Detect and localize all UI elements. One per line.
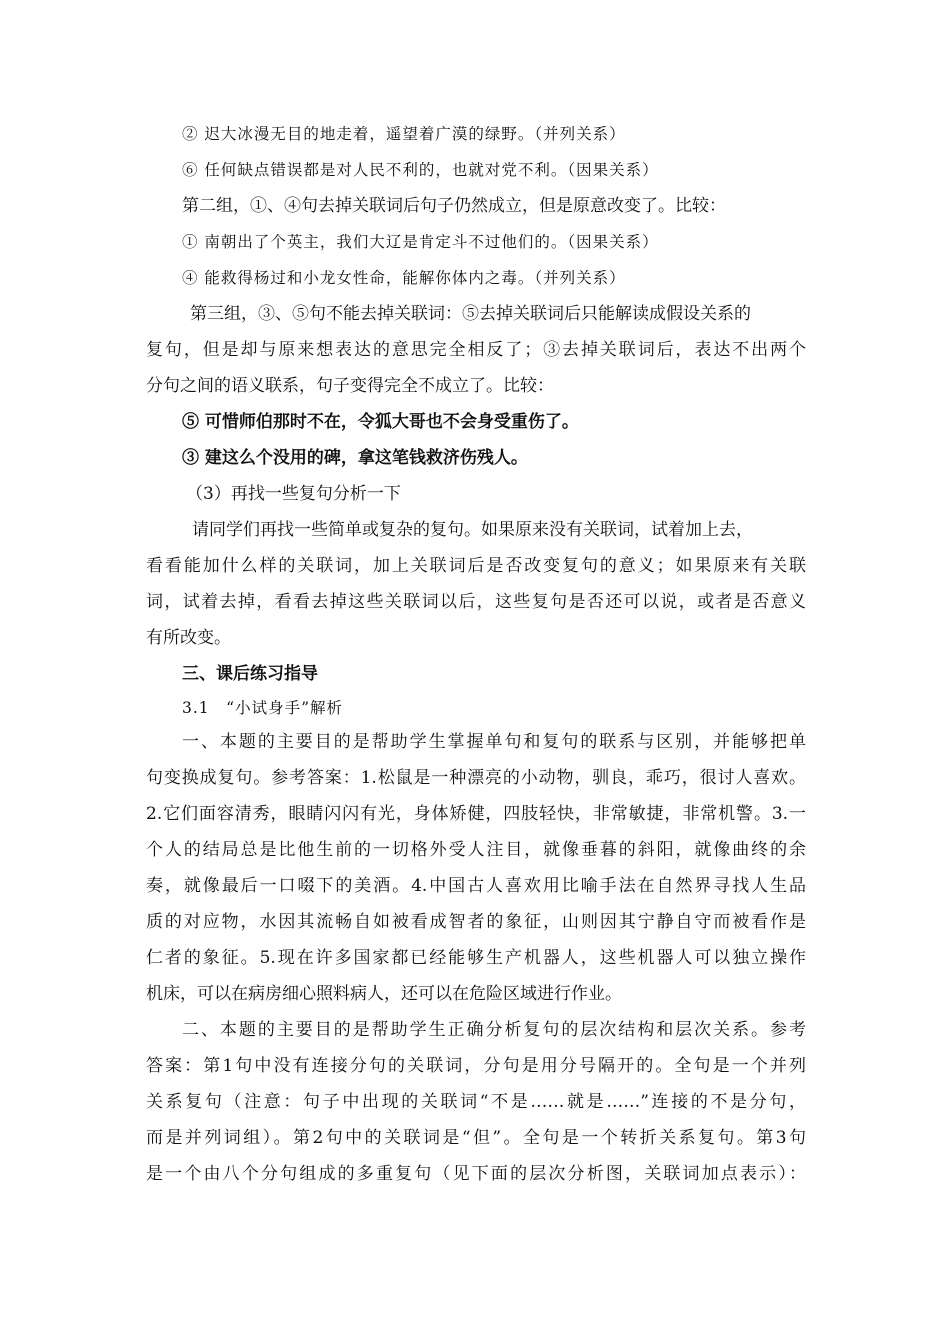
example-sentence-3-bold: ③ 建这么个没用的碑，拿这笔钱救济伤残人。 [182,448,528,468]
example-sentence-4: ④ 能救得杨过和小龙女性命，能解你体内之毒。（并列关系） [182,269,626,287]
paragraph-line: 句变换成复句。参考答案：1.松鼠是一种漂亮的小动物，驯良，乖巧，很讨人喜欢。 [146,768,806,788]
paragraph-line: 个人的结局总是比他生前的一切格外受人注目，就像垂暮的斜阳，就像曲终的余 [146,840,806,860]
paragraph-line: 机床，可以在病房细心照料病人，还可以在危险区域进行作业。 [146,984,622,1004]
paragraph-line: 质的对应物，水因其流畅自如被看成智者的象征，山则因其宁静自守而被看作是 [146,912,806,932]
paragraph-line: 仁者的象征。5.现在许多国家都已经能够生产机器人，这些机器人可以独立操作 [146,948,806,968]
paragraph-line: 分句之间的语义联系，句子变得完全不成立了。比较： [146,376,554,396]
paragraph-line: 一、本题的主要目的是帮助学生掌握单句和复句的联系与区别，并能够把单 [182,732,806,752]
paragraph-line: 而是并列词组）。第2句中的关联词是“但”。全句是一个转折关系复句。第3句 [146,1128,806,1148]
example-sentence-1: ① 南朝出了个英主，我们大辽是肯定斗不过他们的。（因果关系） [182,233,659,251]
subsection-title: 3.1 “小试身手”解析 [182,699,343,717]
paragraph-line: 有所改变。 [146,628,231,648]
paragraph-line: 奏，就像最后一口啜下的美酒。4.中国古人喜欢用比喻手法在自然界寻找人生品 [146,876,806,896]
example-sentence-5-bold: ⑤ 可惜师伯那时不在，令狐大哥也不会身受重伤了。 [182,412,579,432]
paragraph-line: 词，试着去掉，看看去掉这些关联词以后，这些复句是否还可以说，或者是否意义 [146,592,806,612]
example-sentence-2: ② 迟大冰漫无目的地走着，遥望着广漠的绿野。（并列关系） [182,125,626,143]
paragraph-line: 关系复句（注意：句子中出现的关联词“不是……就是……”连接的不是分句， [146,1092,806,1112]
paragraph-line: 复句，但是却与原来想表达的意思完全相反了；③去掉关联词后，表达不出两个 [146,340,806,360]
group-three-paragraph: 第三组，③、⑤句不能去掉关联词：⑤去掉关联词后只能解读成假设关系的 [190,304,751,324]
subsection-heading: （3）再找一些复句分析一下 [186,484,401,504]
section-heading: 三、课后练习指导 [182,664,318,684]
paragraph-line: 2.它们面容清秀，眼睛闪闪有光，身体矫健，四肢轻快，非常敏捷，非常机警。3.一 [146,804,806,824]
paragraph-line: 看看能加什么样的关联词，加上关联词后是否改变复句的意义；如果原来有关联 [146,556,806,576]
group-two-intro: 第二组，①、④句去掉关联词后句子仍然成立，但是原意改变了。比较： [182,196,726,216]
example-sentence-6: ⑥ 任何缺点错误都是对人民不利的，也就对党不利。（因果关系） [182,161,659,179]
paragraph-line: 二、本题的主要目的是帮助学生正确分析复句的层次结构和层次关系。参考 [182,1020,806,1040]
paragraph-line: 是一个由八个分句组成的多重复句（见下面的层次分析图，关联词加点表示）： [146,1164,806,1184]
paragraph-line: 请同学们再找一些简单或复杂的复句。如果原来没有关联词，试着加上去， [192,520,753,540]
paragraph-line: 答案：第1句中没有连接分句的关联词，分句是用分号隔开的。全句是一个并列 [146,1056,806,1076]
